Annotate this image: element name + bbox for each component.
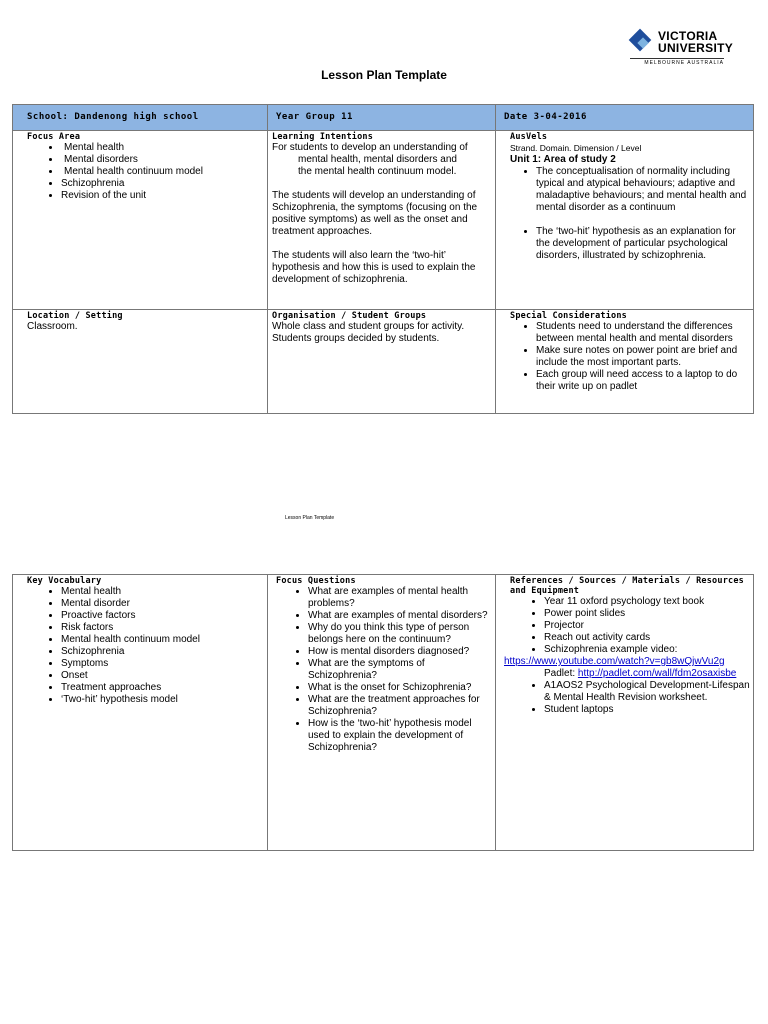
location-heading: Location / Setting [27, 311, 123, 321]
ausvels-cell: AusVels Strand. Domain. Dimension / Level Unit 1: Area of study 2 • The conceptualisation of normality including typical and atypical behaviours; adaptive and maladaptive behaviours; and mental health and mental disorder as a continuum • The ‘two-hit’ hypothesis as an explanation for the development of particular psychological disorders, illustrated by schizophrenia. [496, 131, 754, 310]
list-item: • Make sure notes on power point are brief and include the most important parts. [536, 345, 750, 369]
references-heading: References / Sources / Materials / Resources and Equipment [510, 576, 744, 596]
list-item: • Mental health continuum model [61, 634, 264, 646]
location-cell: Location / Setting Classroom. [13, 310, 268, 414]
key-vocabulary-heading: Key Vocabulary [27, 576, 102, 586]
date-cell: Date 3-04-2016 [496, 105, 754, 131]
special-considerations-heading: Special Considerations [510, 311, 627, 321]
learning-intentions-heading: Learning Intentions [272, 132, 374, 142]
victoria-university-logo: VICTORIA UNIVERSITY MELBOURNE AUSTRALIA [630, 30, 730, 70]
year-cell: Year Group 11 [268, 105, 496, 131]
list-item: • Schizophrenia [61, 178, 264, 190]
list-item: • Mental health continuum model [61, 166, 264, 178]
special-considerations-cell [496, 310, 754, 414]
list-item: • What are the symptoms of Schizophrenia? [308, 658, 492, 682]
lesson-plan-table-1 [12, 104, 754, 414]
repeated-page-title: Lesson Plan Template [285, 515, 335, 521]
lesson-plan-table-2 [12, 574, 754, 851]
list-item: • What are examples of mental disorders? [308, 610, 492, 622]
list-item: • The conceptualisation of normality including typical and atypical behaviours; adaptive and maladaptive behaviours; and mental health and mental disorder as a continuum [536, 166, 750, 214]
list-item: • How is the ‘two-hit’ hypothesis model used to explain the development of Schizophrenia? [308, 718, 492, 754]
list-item: • Each group will need access to a laptop to do their write up on padlet [536, 369, 750, 393]
video-link[interactable]: https://www.youtube.com/watch?v=gb8wQjwVu2g [504, 656, 725, 667]
list-item: • The ‘two-hit’ hypothesis as an explanation for the development of particular psychological disorders, illustrated by schizophrenia. [536, 226, 750, 262]
list-item: • Mental disorders [61, 154, 264, 166]
list-item: • Reach out activity cards [544, 632, 750, 644]
header-row [13, 105, 754, 131]
list-item: • Risk factors [61, 622, 264, 634]
list-item: • Student laptops [544, 704, 750, 716]
padlet-link[interactable]: http://padlet.com/wall/fdm2osaxisbe [577, 668, 737, 679]
focus-questions-cell [268, 575, 496, 851]
list-item: • Why do you think this type of person belongs here on the continuum? [308, 622, 492, 646]
list-item: • Symptoms [61, 658, 264, 670]
learning-intentions-cell: Learning Intentions For students to develop an understanding of mental health, mental disorders and the mental health continuum model. The students will develop an understanding of Schizophrenia, the symptoms (focusing on the positive symptoms) as well as the onset and treatment approaches. The students will also learn the ‘two-hit’ hypothesis and how this is used to explain the development of schizophrenia. [268, 131, 496, 310]
list-item: • What are examples of mental health problems? [308, 586, 492, 610]
focus-questions-heading: Focus Questions [276, 576, 356, 586]
organisation-heading: Organisation / Student Groups [272, 311, 427, 321]
school-cell: School: Dandenong high school [13, 105, 268, 131]
list-item: • Schizophrenia [61, 646, 264, 658]
list-item: • Students need to understand the differences between mental health and mental disorders [536, 321, 750, 345]
list-item: • Year 11 oxford psychology text book [544, 596, 750, 608]
references-cell [496, 575, 754, 851]
focus-area-heading: Focus Area [27, 132, 81, 142]
list-item: • What is the onset for Schizophrenia? [308, 682, 492, 694]
list-item: • Padlet: http://padlet.com/wall/fdm2osaxisbe [544, 668, 750, 680]
list-item: • Mental health [61, 142, 264, 154]
list-item: • Proactive factors [61, 610, 264, 622]
list-item: • Power point slides [544, 608, 750, 620]
list-item: • ‘Two-hit’ hypothesis model [61, 694, 264, 706]
list-item: • Revision of the unit [61, 190, 264, 202]
list-item: • Onset [61, 670, 264, 682]
page-title: Lesson Plan Template [321, 68, 447, 82]
list-item: • Treatment approaches [61, 682, 264, 694]
focus-area-cell [13, 131, 268, 310]
list-item: • A1AOS2 Psychological Development-Lifespan & Mental Health Revision worksheet. [544, 680, 750, 704]
list-item: • How is mental disorders diagnosed? [308, 646, 492, 658]
list-item: • What are the treatment approaches for Schizophrenia? [308, 694, 492, 718]
key-vocabulary-cell [13, 575, 268, 851]
list-item: • Projector [544, 620, 750, 632]
list-item: • Mental health [61, 586, 264, 598]
organisation-cell: Organisation / Student Groups Whole class and student groups for activity. Students groups decided by students. [268, 310, 496, 414]
list-item: • Schizophrenia example video: [544, 644, 750, 656]
list-item: • Mental disorder [61, 598, 264, 610]
ausvels-heading: AusVels [510, 132, 548, 142]
